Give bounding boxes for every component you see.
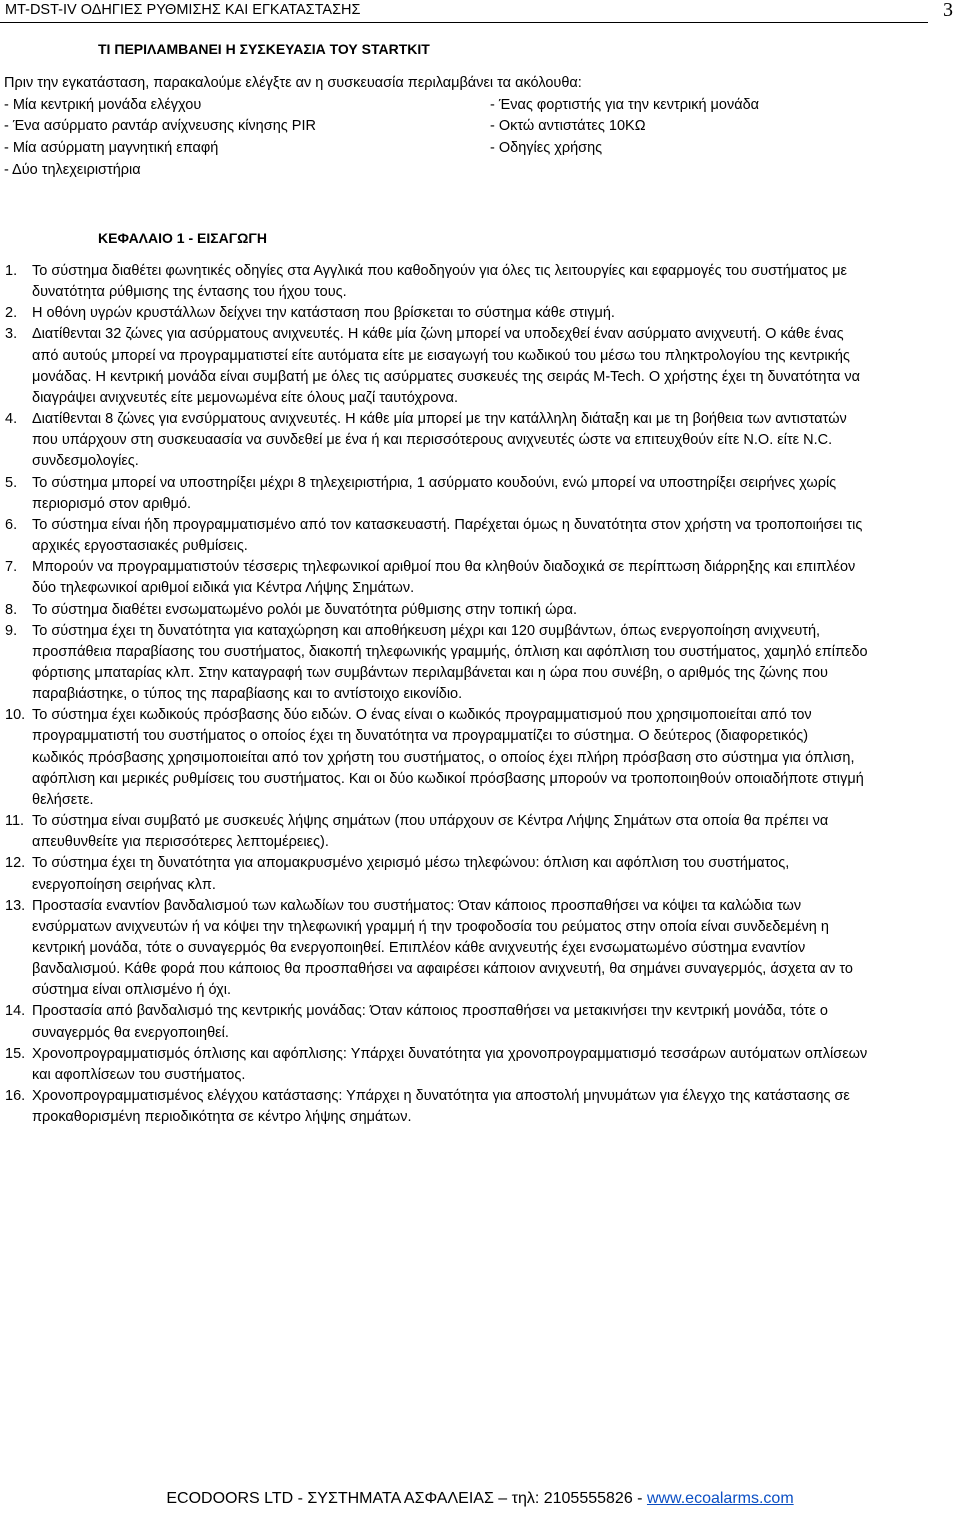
item-text (32, 1001, 958, 1043)
item-text-line: ενσύρματων ανιχνευτών ή να κόψει την τηλεφωνική γραμμή ή την τροφοδοσία του ρεύματος στην οποία είναι συνδεδεμένη η (32, 918, 829, 935)
list-item (5, 303, 958, 324)
item-number: 4. (5, 411, 18, 428)
package-item: - Δύο τηλεχειριστήρια (4, 161, 141, 178)
item-text-line: Το σύστημα έχει τη δυνατότητα για καταχώρηση και αποθήκευση μέχρι και 120 συμβάντων, όπως ενεργοποίηση ανιχνευτή, (32, 622, 821, 639)
item-text-line: Το σύστημα μπορεί να υποστηρίξει μέχρι 8 τηλεχειριστήρια, 1 ασύρματο κουδούνι, ενώ μπορεί να υποστηρίξει σειρήνες χωρίς (32, 474, 837, 491)
item-text-line: βανδαλισμού. Κάθε φορά που κάποιος θα προσπαθήσει να αφαιρέσει κάποιον ανιχνευτή, θα σημάνει συναγερμός, άσχετα αν το (32, 961, 853, 978)
item-text-line: Η οθόνη υγρών κρυστάλλων δείχνει την κατάσταση που βρίσκεται το σύστημα κάθε στιγμή. (32, 305, 615, 322)
item-text-line: από αυτούς μπορεί να προγραμματιστεί είτε αυτόματα είτε με εισαγωγή του κωδικού του μέσω του πληκτρολογίου της κεντρικής (32, 347, 850, 364)
item-text-line: θελήσετε. (32, 791, 94, 808)
list-item (5, 1001, 958, 1043)
item-text-line: φόρτισης μπαταρίας κλπ. Στην καταγραφή των συμβάντων περιλαμβάνεται και η ώρα που συνέβη, ο αριθμός της ζώνης που (32, 664, 828, 681)
item-number: 2. (5, 305, 18, 322)
item-text-line: μονάδας. Η κεντρική μονάδα είναι συμβατή με όλες τις ασύρματες συσκευές της σειράς M-Tech. Ο χρήστης έχει τη δυνατότητα να (32, 368, 861, 385)
item-text-line: Το σύστημα διαθέτει ενσωματωμένο ρολόι με δυνατότητα ρύθμισης στην τοπική ώρα. (32, 601, 578, 618)
list-item (5, 853, 958, 895)
list-item (5, 600, 958, 621)
item-number: 7. (5, 559, 18, 576)
item-text-line: που υπάρχουν στη συσκευαασία να συνδεθεί με ένα ή και περισσότερους ανιχνευτές ώστε να επιτευχθούν είτε N.O. είτε N.C. (32, 432, 833, 449)
item-text (32, 853, 958, 895)
document-footer (0, 1488, 960, 1510)
list-item (5, 409, 958, 472)
item-text-line: προκαθορισμένη περιοδικότητα σε κέντρο λήψης σημάτων. (32, 1109, 412, 1126)
item-text (32, 303, 958, 324)
item-text (32, 705, 958, 811)
item-text-line: και αφοπλίσεων του συστήματος. (32, 1066, 246, 1083)
document-header-title: MT-DST-IV ΟΔΗΓΙΕΣ ΡΥΘΜΙΣΗΣ ΚΑΙ ΕΓΚΑΤΑΣΤΑΣΗΣ (5, 2, 361, 18)
item-text (32, 811, 958, 853)
package-item: - Ένας φορτιστής για την κεντρική μονάδα (490, 96, 760, 113)
package-row (4, 160, 958, 182)
package-section-title: ΤΙ ΠΕΡΙΛΑΜΒΑΝΕΙ Η ΣΥΣΚΕΥΑΣΙΑ ΤΟΥ STARTKIT (98, 41, 430, 57)
item-text-line: συνδεσμολογίες. (32, 453, 139, 470)
item-number: 6. (5, 516, 18, 533)
item-number: 5. (5, 474, 18, 491)
item-text-line: Το σύστημα είναι ήδη προγραμματισμένο από τον κατασκευαστή. Παρέχεται όμως η δυνατότητα στον χρήστη να τροποποιήσει τις (32, 516, 863, 533)
item-text-line: Το σύστημα έχει τη δυνατότητα για απομακρυσμένο χειρισμό μέσω τηλεφώνου: όπλιση και αφόπλιση του συστήματος, (32, 855, 790, 872)
item-number: 3. (5, 326, 18, 343)
package-contents (4, 73, 958, 181)
item-text-line: Διατίθενται 8 ζώνες για ενσύρματους ανιχνευτές. Η κάθε μία μπορεί με την κατάλληλη διάταξη και με τη βοήθεια των αντιστατών (32, 411, 847, 428)
item-text (32, 557, 958, 599)
item-text-line: κεντρική μονάδα, τότε ο συναγερμός θα ενεργοποιηθεί. Επιπλέον κάθε ανιχνευτής έχει ενσωματωμένο σύστημα εναντίον (32, 940, 806, 956)
item-text-line: Χρονοπρογραμματισμός όπλισης και αφόπλισης: Υπάρχει δυνατότητα για χρονοπρογραμματισμό τεσσάρων αυτόματων οπλίσεων (32, 1045, 868, 1062)
item-text (32, 409, 958, 472)
item-text-line: Μπορούν να προγραμματιστούν τέσσερις τηλεφωνικοί αριθμοί που θα κληθούν διαδοχικά σε περίπτωση διάρρηξης και επιπλέον (32, 559, 856, 576)
footer-company-text: ECODOORS LTD - ΣΥΣΤΗΜΑΤΑ ΑΣΦΑΛΕΙΑΣ – τηλ: 2105555826 - (166, 1490, 647, 1507)
item-text-line: Χρονοπρογραμματισμένος ελέγχου κατάστασης: Υπάρχει η δυνατότητα για αποστολή μηνυμάτων για έλεγχο της κατάστασης σε (32, 1088, 850, 1105)
package-row (4, 116, 958, 138)
item-number: 11. (5, 813, 25, 830)
list-item (5, 324, 958, 409)
item-text-line: απευθυνθείτε για περισσότερες λεπτομέρειες). (32, 834, 329, 851)
chapter-title: ΚΕΦΑΛΑΙΟ 1 - ΕΙΣΑΓΩΓΗ (98, 230, 267, 246)
item-number: 9. (5, 622, 18, 639)
item-text (32, 515, 958, 557)
item-number: 16. (5, 1088, 26, 1105)
list-item (5, 557, 958, 599)
list-item (5, 1086, 958, 1128)
item-number: 1. (5, 263, 18, 279)
package-intro: Πριν την εγκατάσταση, παρακαλούμε ελέγξτε αν η συσκευασία περιλαμβάνει τα ακόλουθα: (4, 75, 582, 91)
item-text-line: προσπάθεια παραβίασης του συστήματος, διακοπή τηλεφωνικής γραμμής, όπλιση και αφόπλιση του συστήματος, χαμηλό επίπεδο (32, 643, 868, 660)
item-text (32, 896, 958, 1002)
list-item (5, 896, 958, 1002)
item-text (32, 1086, 958, 1128)
item-text (32, 1044, 958, 1086)
page-number: 3 (943, 0, 953, 21)
item-text (32, 600, 958, 621)
item-text (32, 324, 958, 409)
package-item: - Οδηγίες χρήσης (490, 140, 603, 157)
item-text-line: περιορισμό στον αριθμό. (32, 495, 192, 512)
item-text-line: αφόπλιση και μερικές ρυθμίσεις του συστήματος. Και οι δύο κωδικοί πρόσβασης μπορούν να τροποποιηθούν οποιαδήποτε στιγμή (32, 770, 864, 787)
item-text-line: Το σύστημα έχει κωδικούς πρόσβασης δύο ειδών. Ο ένας είναι ο κωδικός προγραμματισμού που χρησιμοποιείται από τον (32, 707, 812, 724)
item-number: 8. (5, 601, 18, 618)
footer-website-link[interactable]: www.ecoalarms.com (646, 1490, 794, 1507)
item-text-line: προγραμματιστή του συστήματος ο οποίος έχει τη δυνατότητα να προγραμματίζει το σύστημα. Ο δεύτερος (διαφορετικός) (32, 728, 809, 745)
list-item (5, 1044, 958, 1086)
package-item: - Μία ασύρματη μαγνητική επαφή (4, 140, 219, 157)
item-text (32, 261, 958, 303)
list-item (5, 515, 958, 557)
item-text-line: διαγράψει ανιχνευτές είτε μεμονωμένα είτε όλους μαζί ταυτόχρονα. (32, 389, 459, 406)
item-number: 12. (5, 855, 26, 872)
package-row (4, 138, 958, 160)
item-number: 15. (5, 1045, 26, 1062)
item-text (32, 473, 958, 515)
package-row (4, 95, 958, 117)
header-divider (0, 22, 928, 23)
item-text-line: δύο τηλεφωνικοί αριθμοί ειδικά για Κέντρα Λήψης Σημάτων. (32, 580, 415, 597)
item-text-line: Διατίθενται 32 ζώνες για ασύρματους ανιχνευτές. Η κάθε μία ζώνη μπορεί να υποδεχθεί έναν ασύρματο ανιχνευτή. Ο κάθε ένας (32, 326, 844, 343)
item-text-line: Προστασία από βανδαλισμό της κεντρικής μονάδας: Όταν κάποιος προσπαθήσει να μετακινήσει την κεντρική μονάδα, τότε ο (32, 1003, 828, 1020)
list-item (5, 621, 958, 706)
list-item (5, 705, 958, 811)
item-number: 14. (5, 1003, 26, 1020)
item-text-line: δυνατότητα ρύθμισης της έντασης του ήχου τους. (32, 284, 347, 301)
item-text (32, 621, 958, 706)
item-text-line: παραβιάστηκε, ο τύπος της παραβίασης και το αντίστοιχο εικονίδιο. (32, 686, 463, 703)
item-text-line: Το σύστημα είναι συμβατό με συσκευές λήψης σημάτων (που υπάρχουν σε Κέντρα Λήψης Σημάτων στα οποία θα πρέπει να (32, 813, 829, 830)
item-text-line: Προστασία εναντίον βανδαλισμού των καλωδίων του συστήματος: Όταν κάποιος προσπαθήσει να κόψει τα καλώδια των (32, 897, 802, 914)
item-text-line: αρχικές εργοστασιακές ρυθμίσεις. (32, 538, 248, 555)
list-item (5, 473, 958, 515)
package-item: - Μία κεντρική μονάδα ελέγχου (4, 96, 202, 113)
numbered-feature-list (5, 261, 958, 1128)
item-number: 10. (5, 707, 26, 724)
item-number: 13. (5, 897, 26, 914)
item-text-line: κωδικός πρόσβασης χρησιμοποιείται από τον χρήστη του συστήματος, ο οποίος έχει πλήρη πρόσβαση στο σύστημα για όπλιση, (32, 749, 855, 766)
package-item: - Οκτώ αντιστάτες 10ΚΩ (490, 118, 646, 135)
item-text-line: ενεργοποίηση σειρήνας κλπ. (32, 876, 216, 893)
item-text-line: σύστημα είναι οπλισμένο ή όχι. (32, 982, 232, 999)
package-item: - Ένα ασύρματο ραντάρ ανίχνευσης κίνησης PIR (4, 118, 316, 135)
list-item (5, 811, 958, 853)
list-item (5, 261, 958, 303)
item-text-line: Το σύστημα διαθέτει φωνητικές οδηγίες στα Αγγλικά που καθοδηγούν για όλες τις λειτουργίες και εφαρμογές του συστήματος με (32, 263, 847, 279)
item-text-line: συναγερμός θα ενεργοποιηθεί. (32, 1024, 229, 1041)
